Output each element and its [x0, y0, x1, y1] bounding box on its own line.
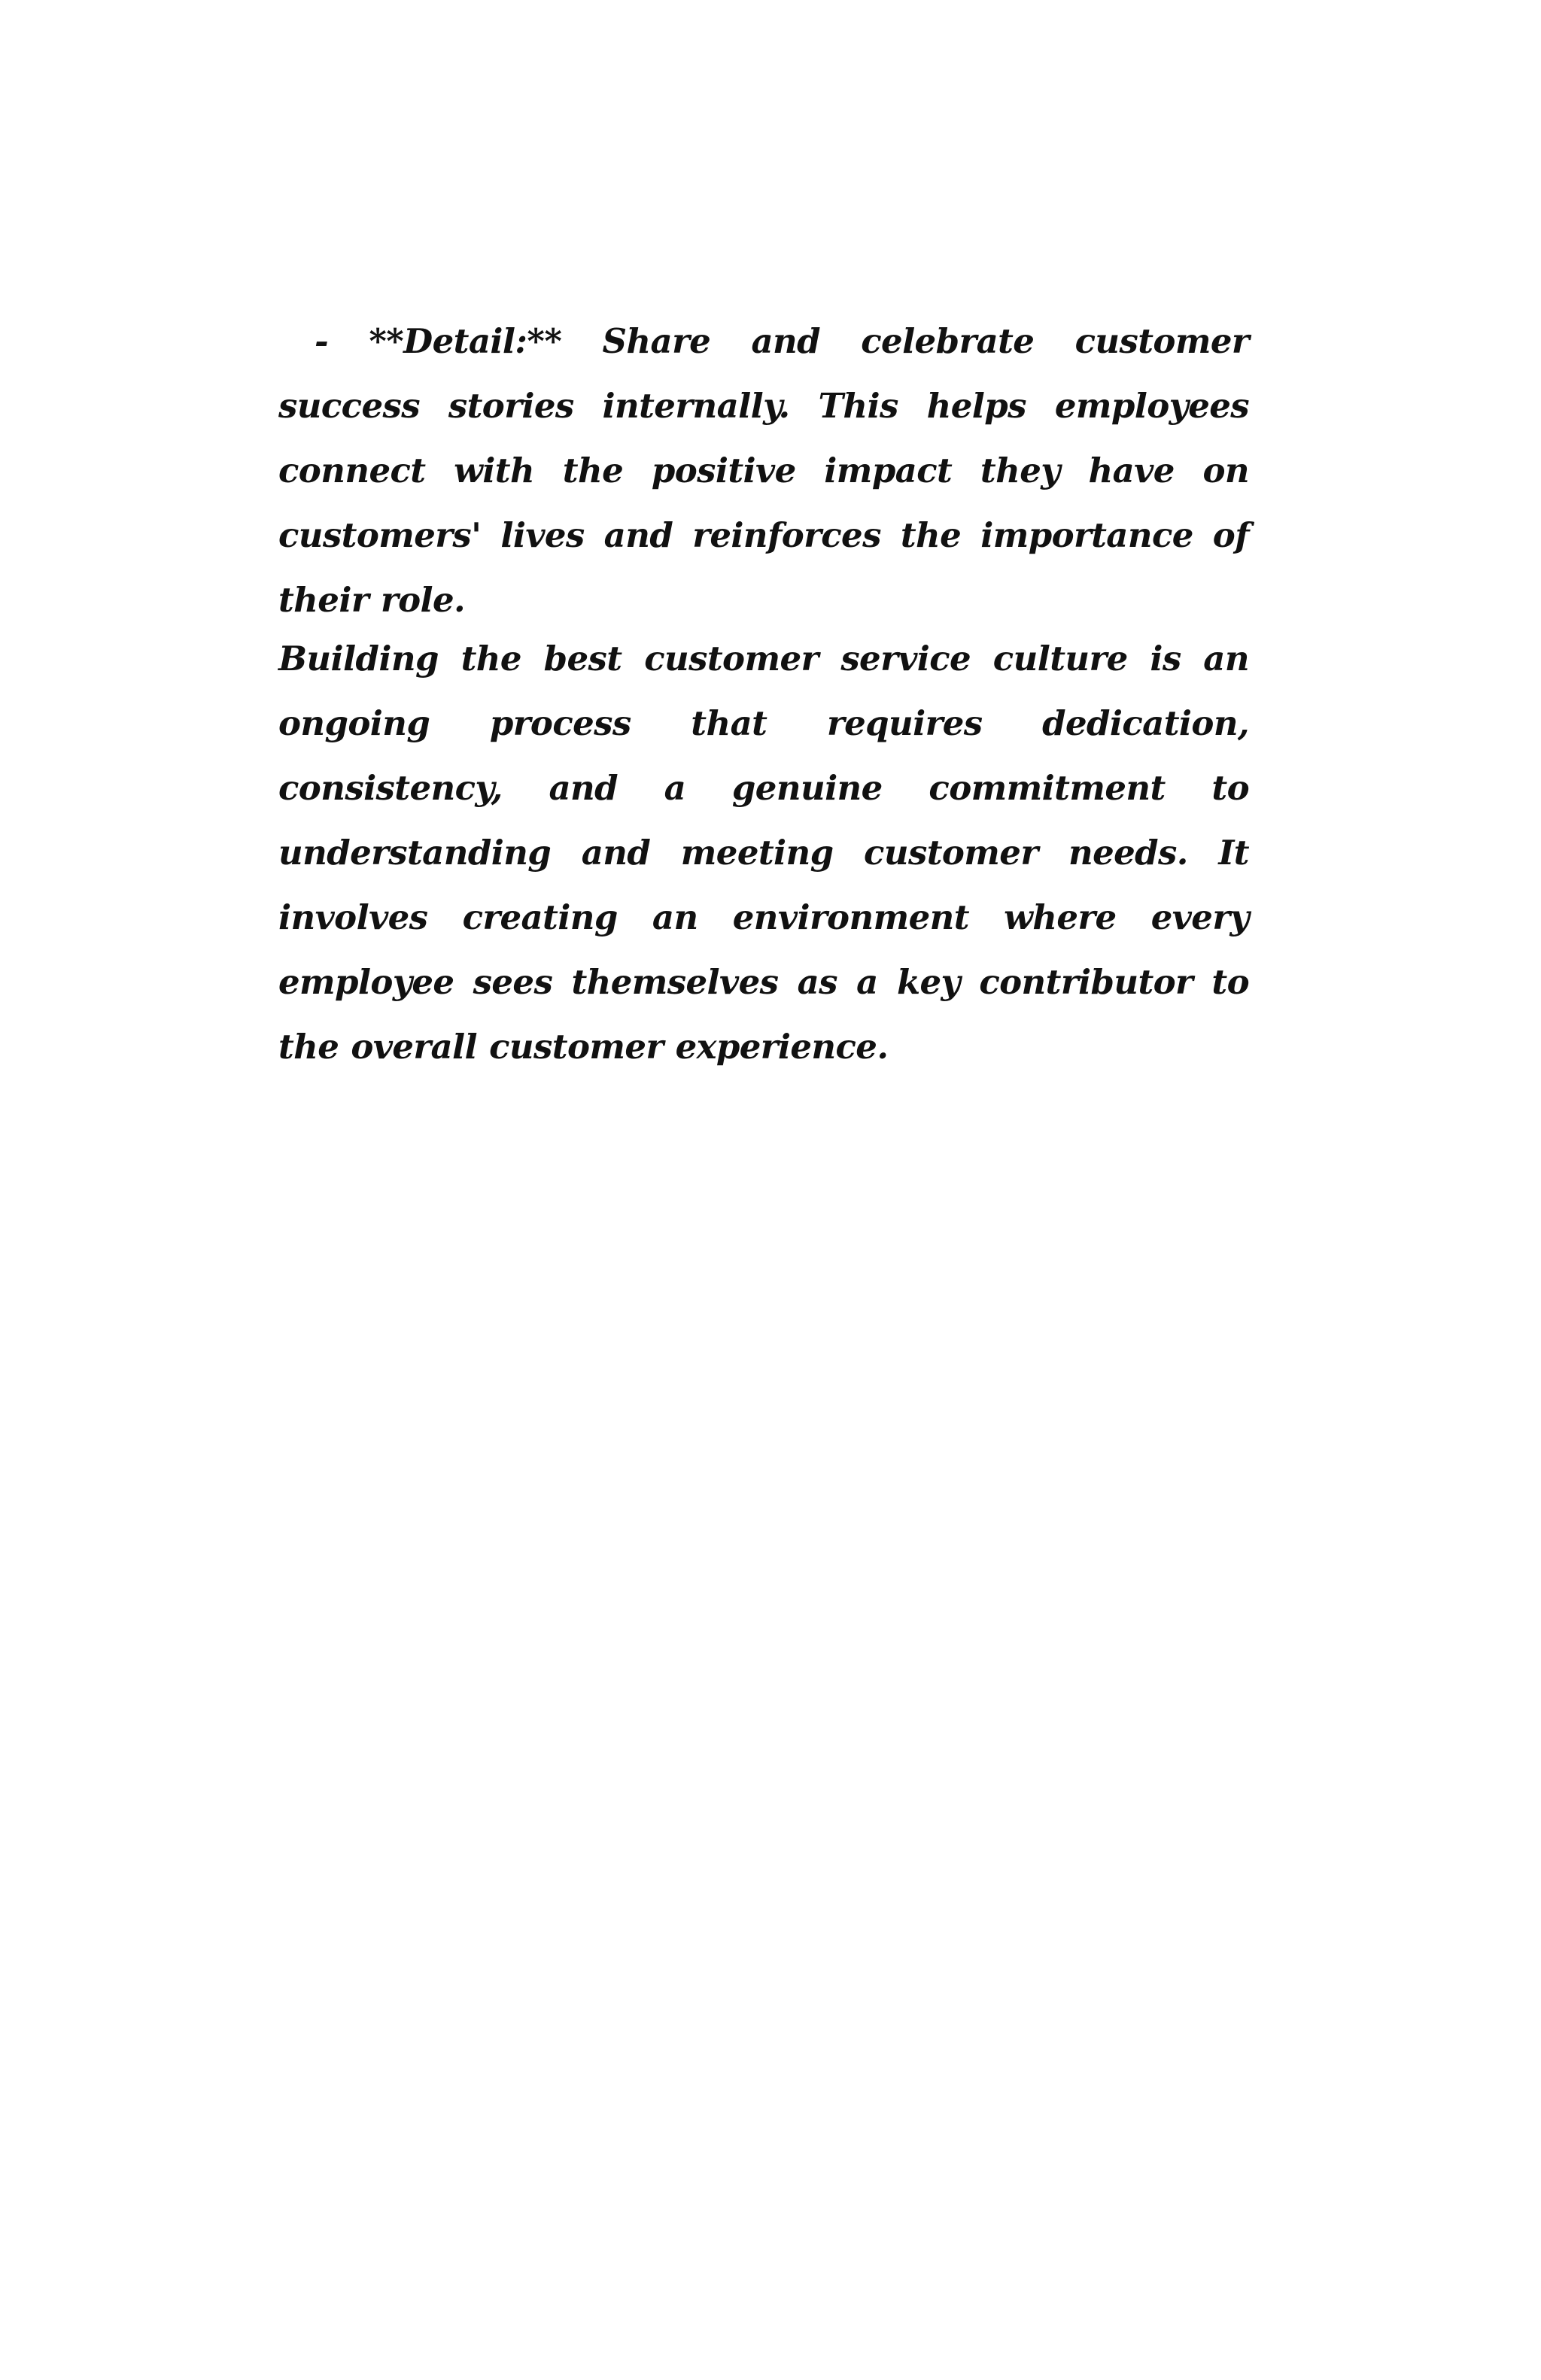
detail-paragraph: - **Detail:** Share and celebrate customer success stories internally. This helps employees connect with the positive impact they have on customers' lives and reinforces the importance of their role.: [278, 321, 1249, 620]
conclusion-paragraph: Building the best customer service culture is an ongoing process that requires dedication, consistency, and a genuine commitment to understanding and meeting customer needs. It involves creating an environment where every employee sees themselves as a key contributor to the overall customer experience.: [278, 639, 1249, 1067]
